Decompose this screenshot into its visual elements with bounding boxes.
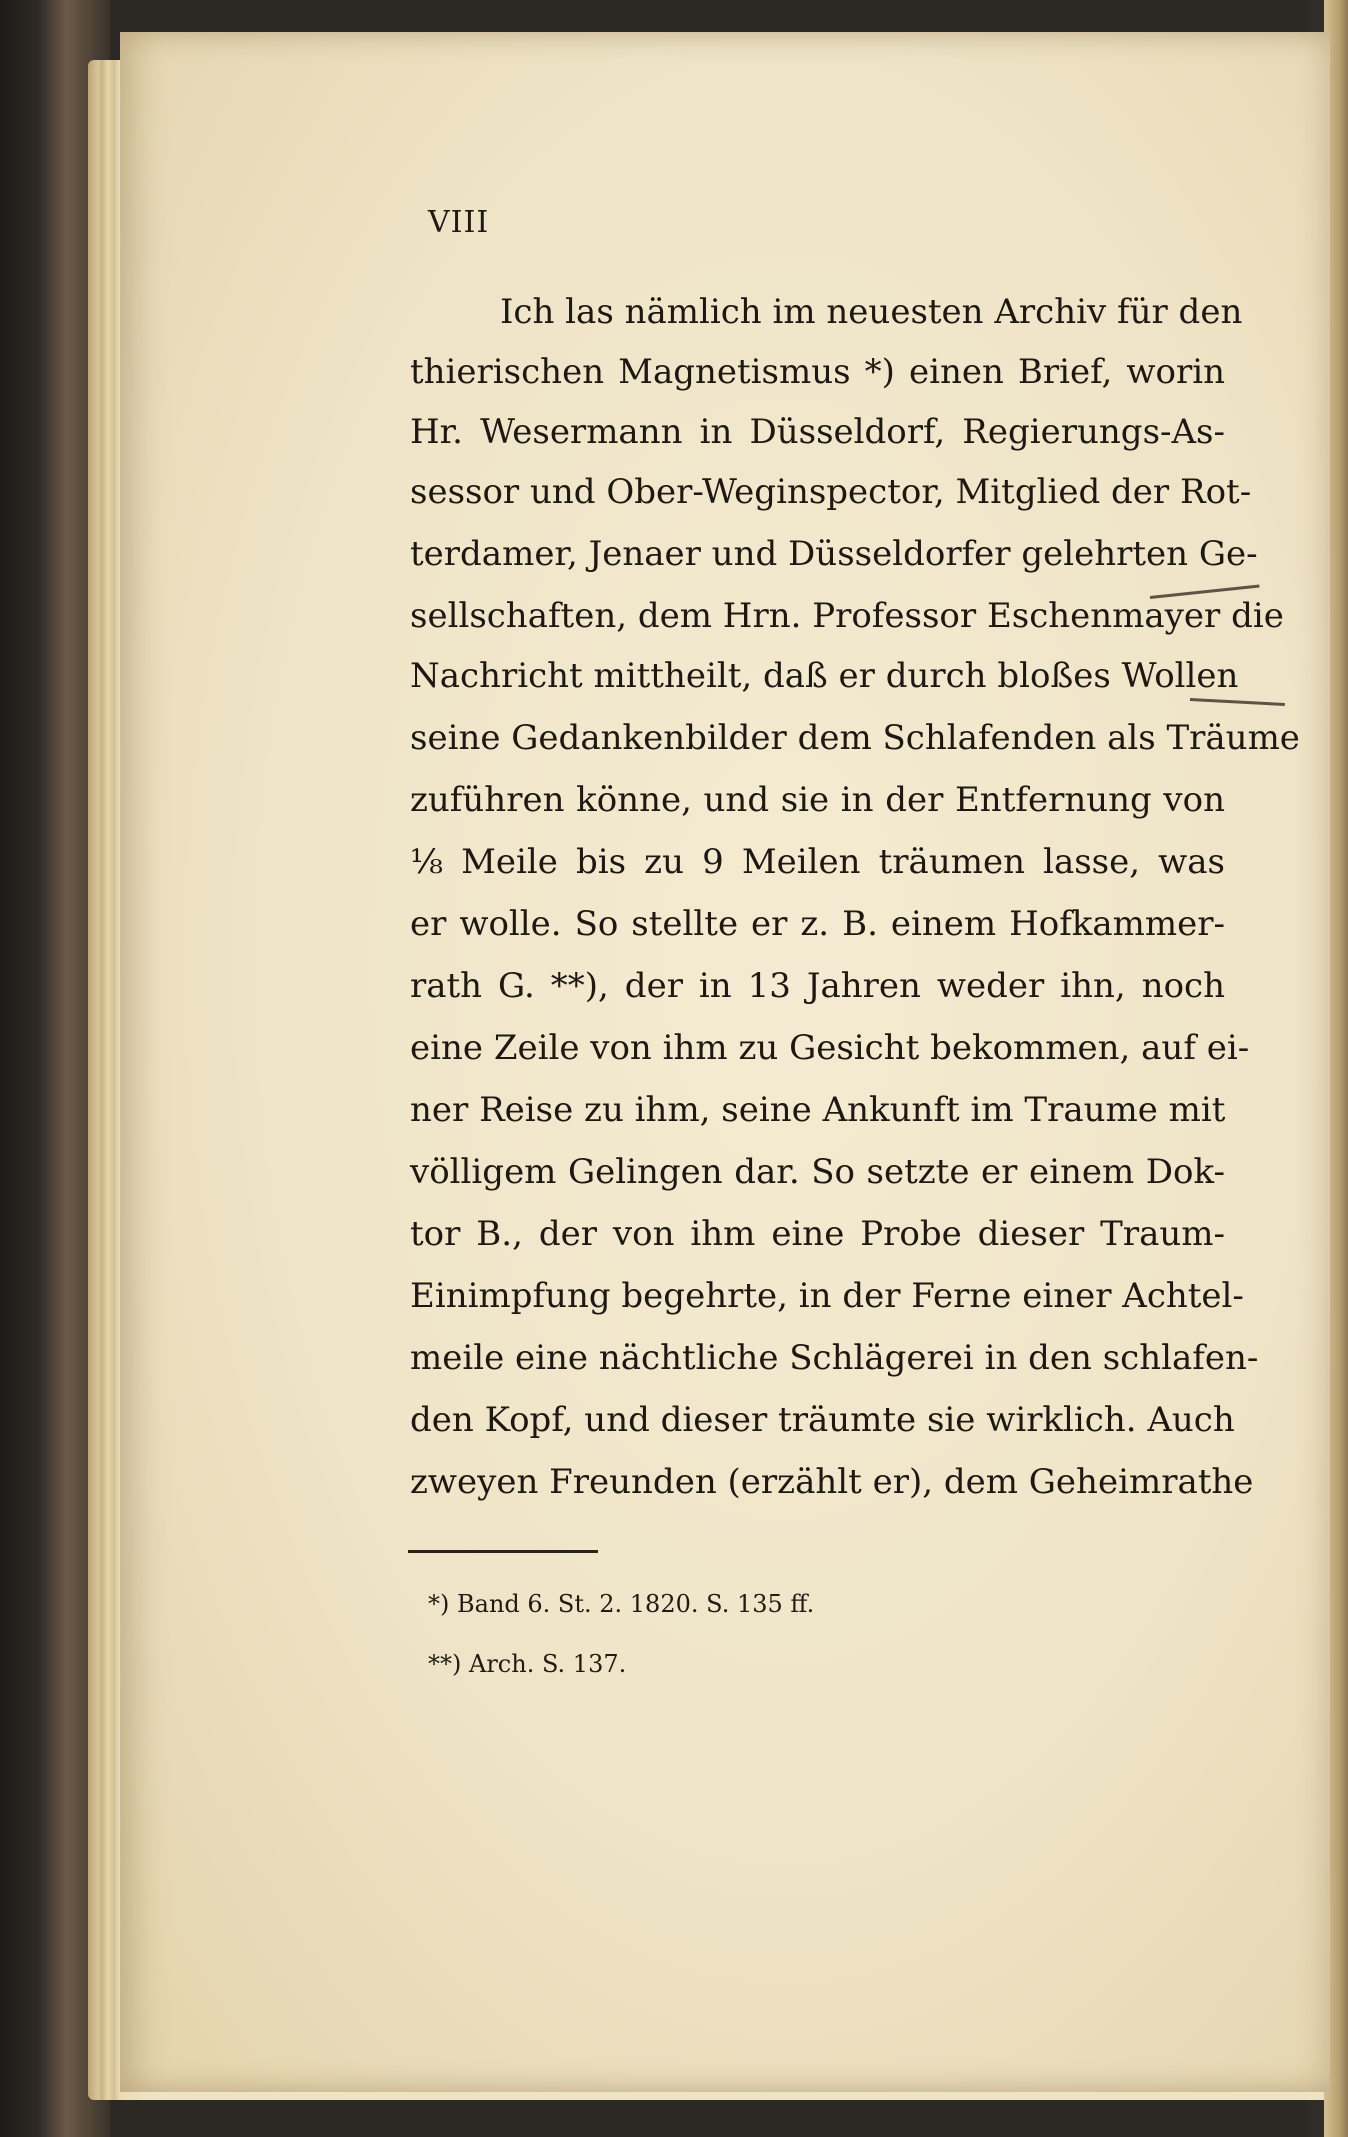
text-line: meile eine nächtliche Schlägerei in den schlafen- [410, 1338, 1259, 1378]
text-line: sellschaften, dem Hrn. Professor Eschenmayer die [410, 596, 1284, 636]
text-line: seine Gedankenbilder dem Schlafenden als Träume [410, 718, 1300, 758]
text-line: Hr. Wesermann in Düsseldorf, Regierungs-As- [410, 412, 1225, 452]
text-line: zuführen könne, und sie in der Entfernung von [410, 780, 1225, 820]
text-line: er wolle. So stellte er z. B. einem Hofkammer- [410, 904, 1225, 944]
text-line: terdamer, Jenaer und Düsseldorfer gelehrten Ge- [410, 534, 1258, 574]
text-line: eine Zeile von ihm zu Gesicht bekommen, auf ei- [410, 1028, 1250, 1068]
text-line: Nachricht mittheilt, daß er durch bloßes Wollen [410, 656, 1239, 696]
text-line: tor B., der von ihm eine Probe dieser Traum- [410, 1214, 1225, 1254]
text-line: thierischen Magnetismus *) einen Brief, worin [410, 352, 1225, 392]
footnote: *) Band 6. St. 2. 1820. S. 135 ff. [428, 1590, 815, 1618]
text-line: ⅛ Meile bis zu 9 Meilen träumen lasse, was [410, 842, 1225, 882]
text-line: Einimpfung begehrte, in der Ferne einer Achtel- [410, 1276, 1244, 1316]
footnote: **) Arch. S. 137. [428, 1650, 627, 1678]
text-line: zweyen Freunden (erzählt er), dem Geheimrathe [410, 1462, 1254, 1502]
text-line: ner Reise zu ihm, seine Ankunft im Traume mit [410, 1090, 1226, 1130]
text-line: den Kopf, und dieser träumte sie wirklich. Auch [410, 1400, 1235, 1440]
footnote-rule [408, 1550, 598, 1553]
page-number: VIII [428, 205, 490, 240]
text-line: Ich las nämlich im neuesten Archiv für den [500, 292, 1243, 332]
text-line: völligem Gelingen dar. So setzte er einem Dok- [410, 1152, 1225, 1192]
text-line: rath G. **), der in 13 Jahren weder ihn, noch [410, 966, 1225, 1006]
text-line: sessor und Ober-Weginspector, Mitglied der Rot- [410, 472, 1252, 512]
